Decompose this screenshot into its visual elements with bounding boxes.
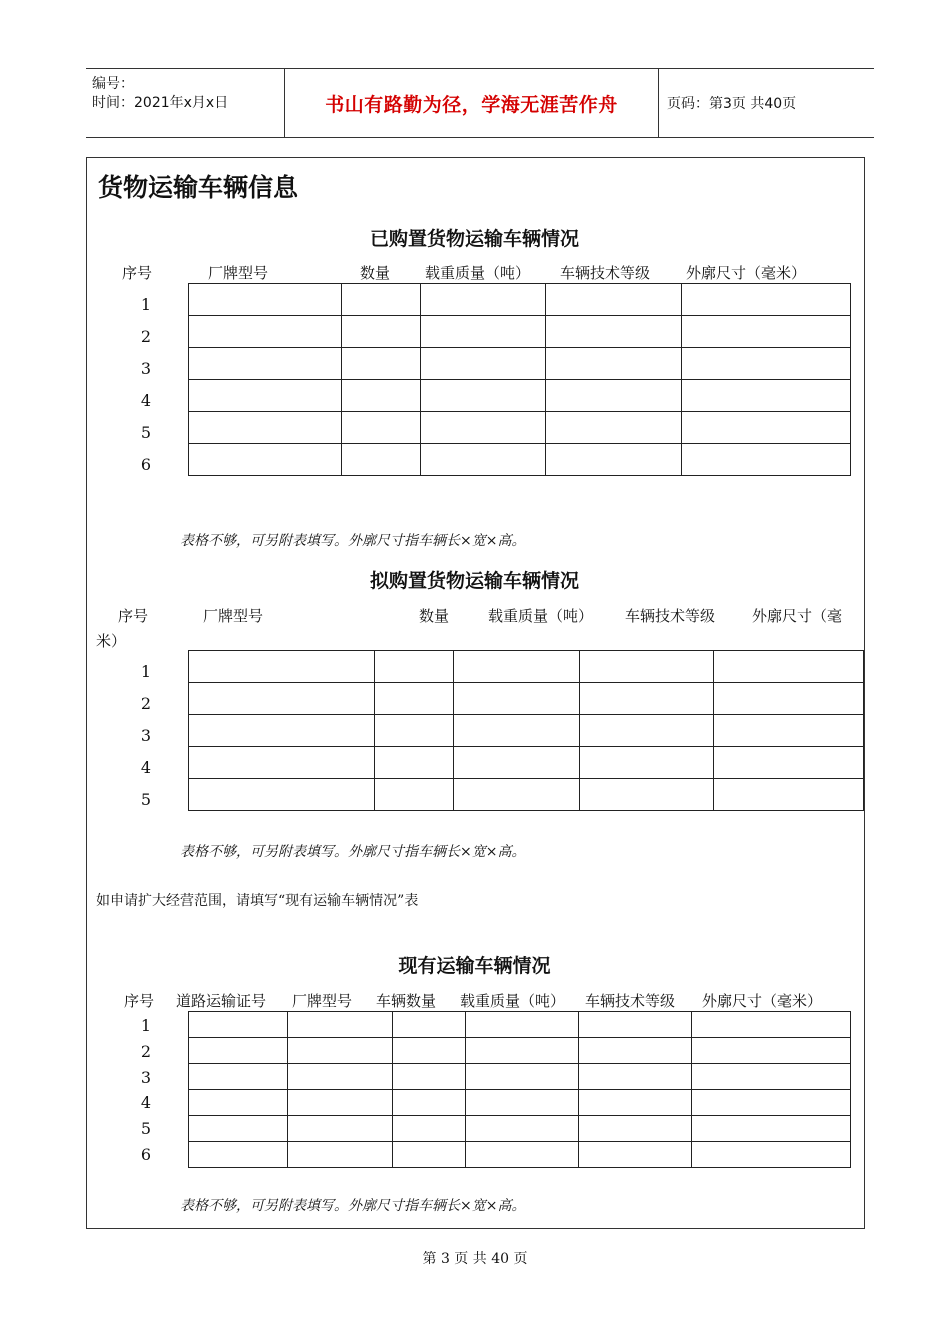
s2-row-number: 5 — [140, 790, 152, 809]
table-cell[interactable] — [692, 1064, 851, 1090]
time-label: 时间：2021年x月x日 — [92, 95, 229, 111]
table-cell[interactable] — [692, 1012, 851, 1038]
table-cell[interactable] — [288, 1116, 393, 1142]
s1-row-number: 1 — [140, 295, 152, 314]
table-cell[interactable] — [579, 1116, 692, 1142]
s3-row-number: 6 — [140, 1145, 152, 1164]
table-cell[interactable] — [546, 284, 682, 316]
table-row — [189, 380, 851, 412]
table-cell[interactable] — [579, 1038, 692, 1064]
table-row — [189, 683, 864, 715]
table-cell[interactable] — [393, 1116, 466, 1142]
motto-text: 书山有路勤为径，学海无涯苦作舟 — [325, 93, 618, 116]
table-cell[interactable] — [466, 1064, 579, 1090]
table-cell[interactable] — [454, 747, 580, 779]
table-row — [189, 747, 864, 779]
table-cell[interactable] — [375, 747, 454, 779]
table-cell[interactable] — [454, 779, 580, 811]
table-cell[interactable] — [189, 1142, 288, 1168]
s2-col-load: 载重质量（吨） — [488, 607, 594, 625]
header-meta-cell — [86, 69, 285, 137]
number-label: 编号： — [92, 76, 134, 92]
table-cell[interactable] — [393, 1064, 466, 1090]
table-cell[interactable] — [189, 1012, 288, 1038]
table-cell[interactable] — [189, 715, 375, 747]
table-cell[interactable] — [580, 683, 714, 715]
s3-col-permit: 道路运输证号 — [176, 992, 267, 1010]
s3-col-brand: 厂牌型号 — [292, 992, 353, 1010]
table-cell[interactable] — [682, 444, 851, 476]
table-cell[interactable] — [189, 1064, 288, 1090]
table-cell[interactable] — [466, 1142, 579, 1168]
page-info: 页码：第3页 共40页 — [667, 96, 797, 112]
section2-table — [188, 650, 864, 811]
table-row — [189, 1116, 851, 1142]
table-cell[interactable] — [546, 348, 682, 380]
table-cell[interactable] — [466, 1038, 579, 1064]
table-cell[interactable] — [342, 284, 421, 316]
table-cell[interactable] — [342, 348, 421, 380]
table-row — [189, 779, 864, 811]
table-row — [189, 1090, 851, 1116]
table-cell[interactable] — [288, 1090, 393, 1116]
table-cell[interactable] — [454, 683, 580, 715]
table-cell[interactable] — [393, 1090, 466, 1116]
page-header — [86, 68, 874, 138]
s1-col-brand: 厂牌型号 — [208, 264, 269, 282]
table-cell[interactable] — [189, 380, 342, 412]
table-row — [189, 316, 851, 348]
table-cell[interactable] — [714, 683, 864, 715]
table-cell[interactable] — [189, 348, 342, 380]
s1-col-dimensions: 外廓尺寸（毫米） — [686, 264, 807, 282]
header-motto-cell — [285, 69, 659, 137]
table-cell[interactable] — [189, 444, 342, 476]
s3-col-grade: 车辆技术等级 — [585, 992, 676, 1010]
table-cell[interactable] — [393, 1142, 466, 1168]
s1-col-index: 序号 — [122, 264, 153, 282]
s2-col-dimensions-wrap: 米） — [96, 632, 127, 650]
table-row — [189, 651, 864, 683]
s1-row-number: 2 — [140, 327, 152, 346]
table-cell[interactable] — [454, 715, 580, 747]
table-cell[interactable] — [421, 348, 546, 380]
table-cell[interactable] — [421, 316, 546, 348]
table-cell[interactable] — [393, 1012, 466, 1038]
section2-note: 表格不够，可另附表填写。外廓尺寸指车辆长×宽×高。 — [180, 844, 526, 860]
section1-table — [188, 283, 851, 476]
table-cell[interactable] — [692, 1090, 851, 1116]
table-cell[interactable] — [375, 683, 454, 715]
table-cell[interactable] — [682, 284, 851, 316]
table-row — [189, 1012, 851, 1038]
table-cell[interactable] — [342, 316, 421, 348]
table-row — [189, 284, 851, 316]
table-cell[interactable] — [546, 412, 682, 444]
s1-row-number: 3 — [140, 359, 152, 378]
s3-row-number: 2 — [140, 1042, 152, 1061]
table-cell[interactable] — [288, 1142, 393, 1168]
table-cell[interactable] — [189, 284, 342, 316]
table-cell[interactable] — [189, 316, 342, 348]
table-cell[interactable] — [342, 444, 421, 476]
s3-col-dimensions: 外廓尺寸（毫米） — [702, 992, 823, 1010]
table-cell[interactable] — [375, 651, 454, 683]
table-cell[interactable] — [342, 380, 421, 412]
s2-col-index: 序号 — [118, 607, 149, 625]
table-cell[interactable] — [682, 348, 851, 380]
s2-row-number: 3 — [140, 726, 152, 745]
s3-col-index: 序号 — [124, 992, 155, 1010]
instruction-text: 如申请扩大经营范围，请填写“现有运输车辆情况”表 — [96, 893, 419, 909]
s1-col-load: 载重质量（吨） — [425, 264, 531, 282]
s2-col-brand: 厂牌型号 — [203, 607, 264, 625]
section3-table — [188, 1011, 851, 1168]
page-footer: 第 3 页 共 40 页 — [422, 1251, 528, 1267]
table-cell[interactable] — [454, 651, 580, 683]
s2-row-number: 1 — [140, 662, 152, 681]
section1-title: 已购置货物运输车辆情况 — [369, 228, 579, 250]
s1-col-quantity: 数量 — [360, 264, 391, 282]
table-cell[interactable] — [288, 1012, 393, 1038]
table-cell[interactable] — [546, 444, 682, 476]
table-cell[interactable] — [393, 1038, 466, 1064]
s3-row-number: 1 — [140, 1016, 152, 1035]
table-cell[interactable] — [580, 747, 714, 779]
table-cell[interactable] — [692, 1116, 851, 1142]
table-cell[interactable] — [579, 1142, 692, 1168]
s1-col-grade: 车辆技术等级 — [560, 264, 651, 282]
table-row — [189, 1064, 851, 1090]
table-cell[interactable] — [580, 651, 714, 683]
table-cell[interactable] — [189, 1116, 288, 1142]
table-cell[interactable] — [288, 1038, 393, 1064]
table-cell[interactable] — [682, 412, 851, 444]
table-cell[interactable] — [189, 1090, 288, 1116]
s2-col-grade: 车辆技术等级 — [625, 607, 716, 625]
table-cell[interactable] — [421, 380, 546, 412]
table-row — [189, 348, 851, 380]
table-cell[interactable] — [579, 1090, 692, 1116]
table-cell[interactable] — [682, 380, 851, 412]
table-cell[interactable] — [546, 316, 682, 348]
page-title: 货物运输车辆信息 — [98, 173, 299, 202]
s3-row-number: 3 — [140, 1068, 152, 1087]
table-cell[interactable] — [579, 1064, 692, 1090]
table-cell[interactable] — [546, 380, 682, 412]
table-cell[interactable] — [189, 779, 375, 811]
table-row — [189, 1142, 851, 1168]
table-cell[interactable] — [466, 1116, 579, 1142]
table-cell[interactable] — [692, 1038, 851, 1064]
table-row — [189, 1038, 851, 1064]
table-cell[interactable] — [714, 715, 864, 747]
table-cell[interactable] — [466, 1012, 579, 1038]
table-cell[interactable] — [342, 412, 421, 444]
table-cell[interactable] — [375, 715, 454, 747]
table-cell[interactable] — [189, 747, 375, 779]
s3-row-number: 4 — [140, 1093, 152, 1112]
s2-col-quantity: 数量 — [419, 607, 450, 625]
s3-row-number: 5 — [140, 1119, 152, 1138]
section2-title: 拟购置货物运输车辆情况 — [369, 570, 579, 592]
table-cell[interactable] — [189, 651, 375, 683]
table-row — [189, 444, 851, 476]
s2-col-dimensions: 外廓尺寸（毫 — [752, 607, 843, 625]
table-cell[interactable] — [466, 1090, 579, 1116]
s3-col-load: 载重质量（吨） — [460, 992, 566, 1010]
s1-row-number: 5 — [140, 423, 152, 442]
s2-row-number: 4 — [140, 758, 152, 777]
table-cell[interactable] — [579, 1012, 692, 1038]
section3-title: 现有运输车辆情况 — [398, 955, 551, 977]
table-cell[interactable] — [692, 1142, 851, 1168]
table-cell[interactable] — [375, 779, 454, 811]
table-row — [189, 412, 851, 444]
table-cell[interactable] — [714, 779, 864, 811]
table-cell[interactable] — [580, 715, 714, 747]
s3-col-count: 车辆数量 — [376, 992, 437, 1010]
s1-row-number: 6 — [140, 455, 152, 474]
table-row — [189, 715, 864, 747]
table-cell[interactable] — [580, 779, 714, 811]
table-cell[interactable] — [421, 412, 546, 444]
table-cell[interactable] — [682, 316, 851, 348]
table-cell[interactable] — [189, 412, 342, 444]
table-cell[interactable] — [714, 651, 864, 683]
section1-note: 表格不够，可另附表填写。外廓尺寸指车辆长×宽×高。 — [180, 533, 526, 549]
section3-note: 表格不够，可另附表填写。外廓尺寸指车辆长×宽×高。 — [180, 1198, 526, 1214]
table-cell[interactable] — [421, 284, 546, 316]
s1-row-number: 4 — [140, 391, 152, 410]
header-page-cell — [659, 69, 874, 137]
table-cell[interactable] — [189, 1038, 288, 1064]
s2-row-number: 2 — [140, 694, 152, 713]
table-cell[interactable] — [189, 683, 375, 715]
table-cell[interactable] — [421, 444, 546, 476]
table-cell[interactable] — [714, 747, 864, 779]
table-cell[interactable] — [288, 1064, 393, 1090]
